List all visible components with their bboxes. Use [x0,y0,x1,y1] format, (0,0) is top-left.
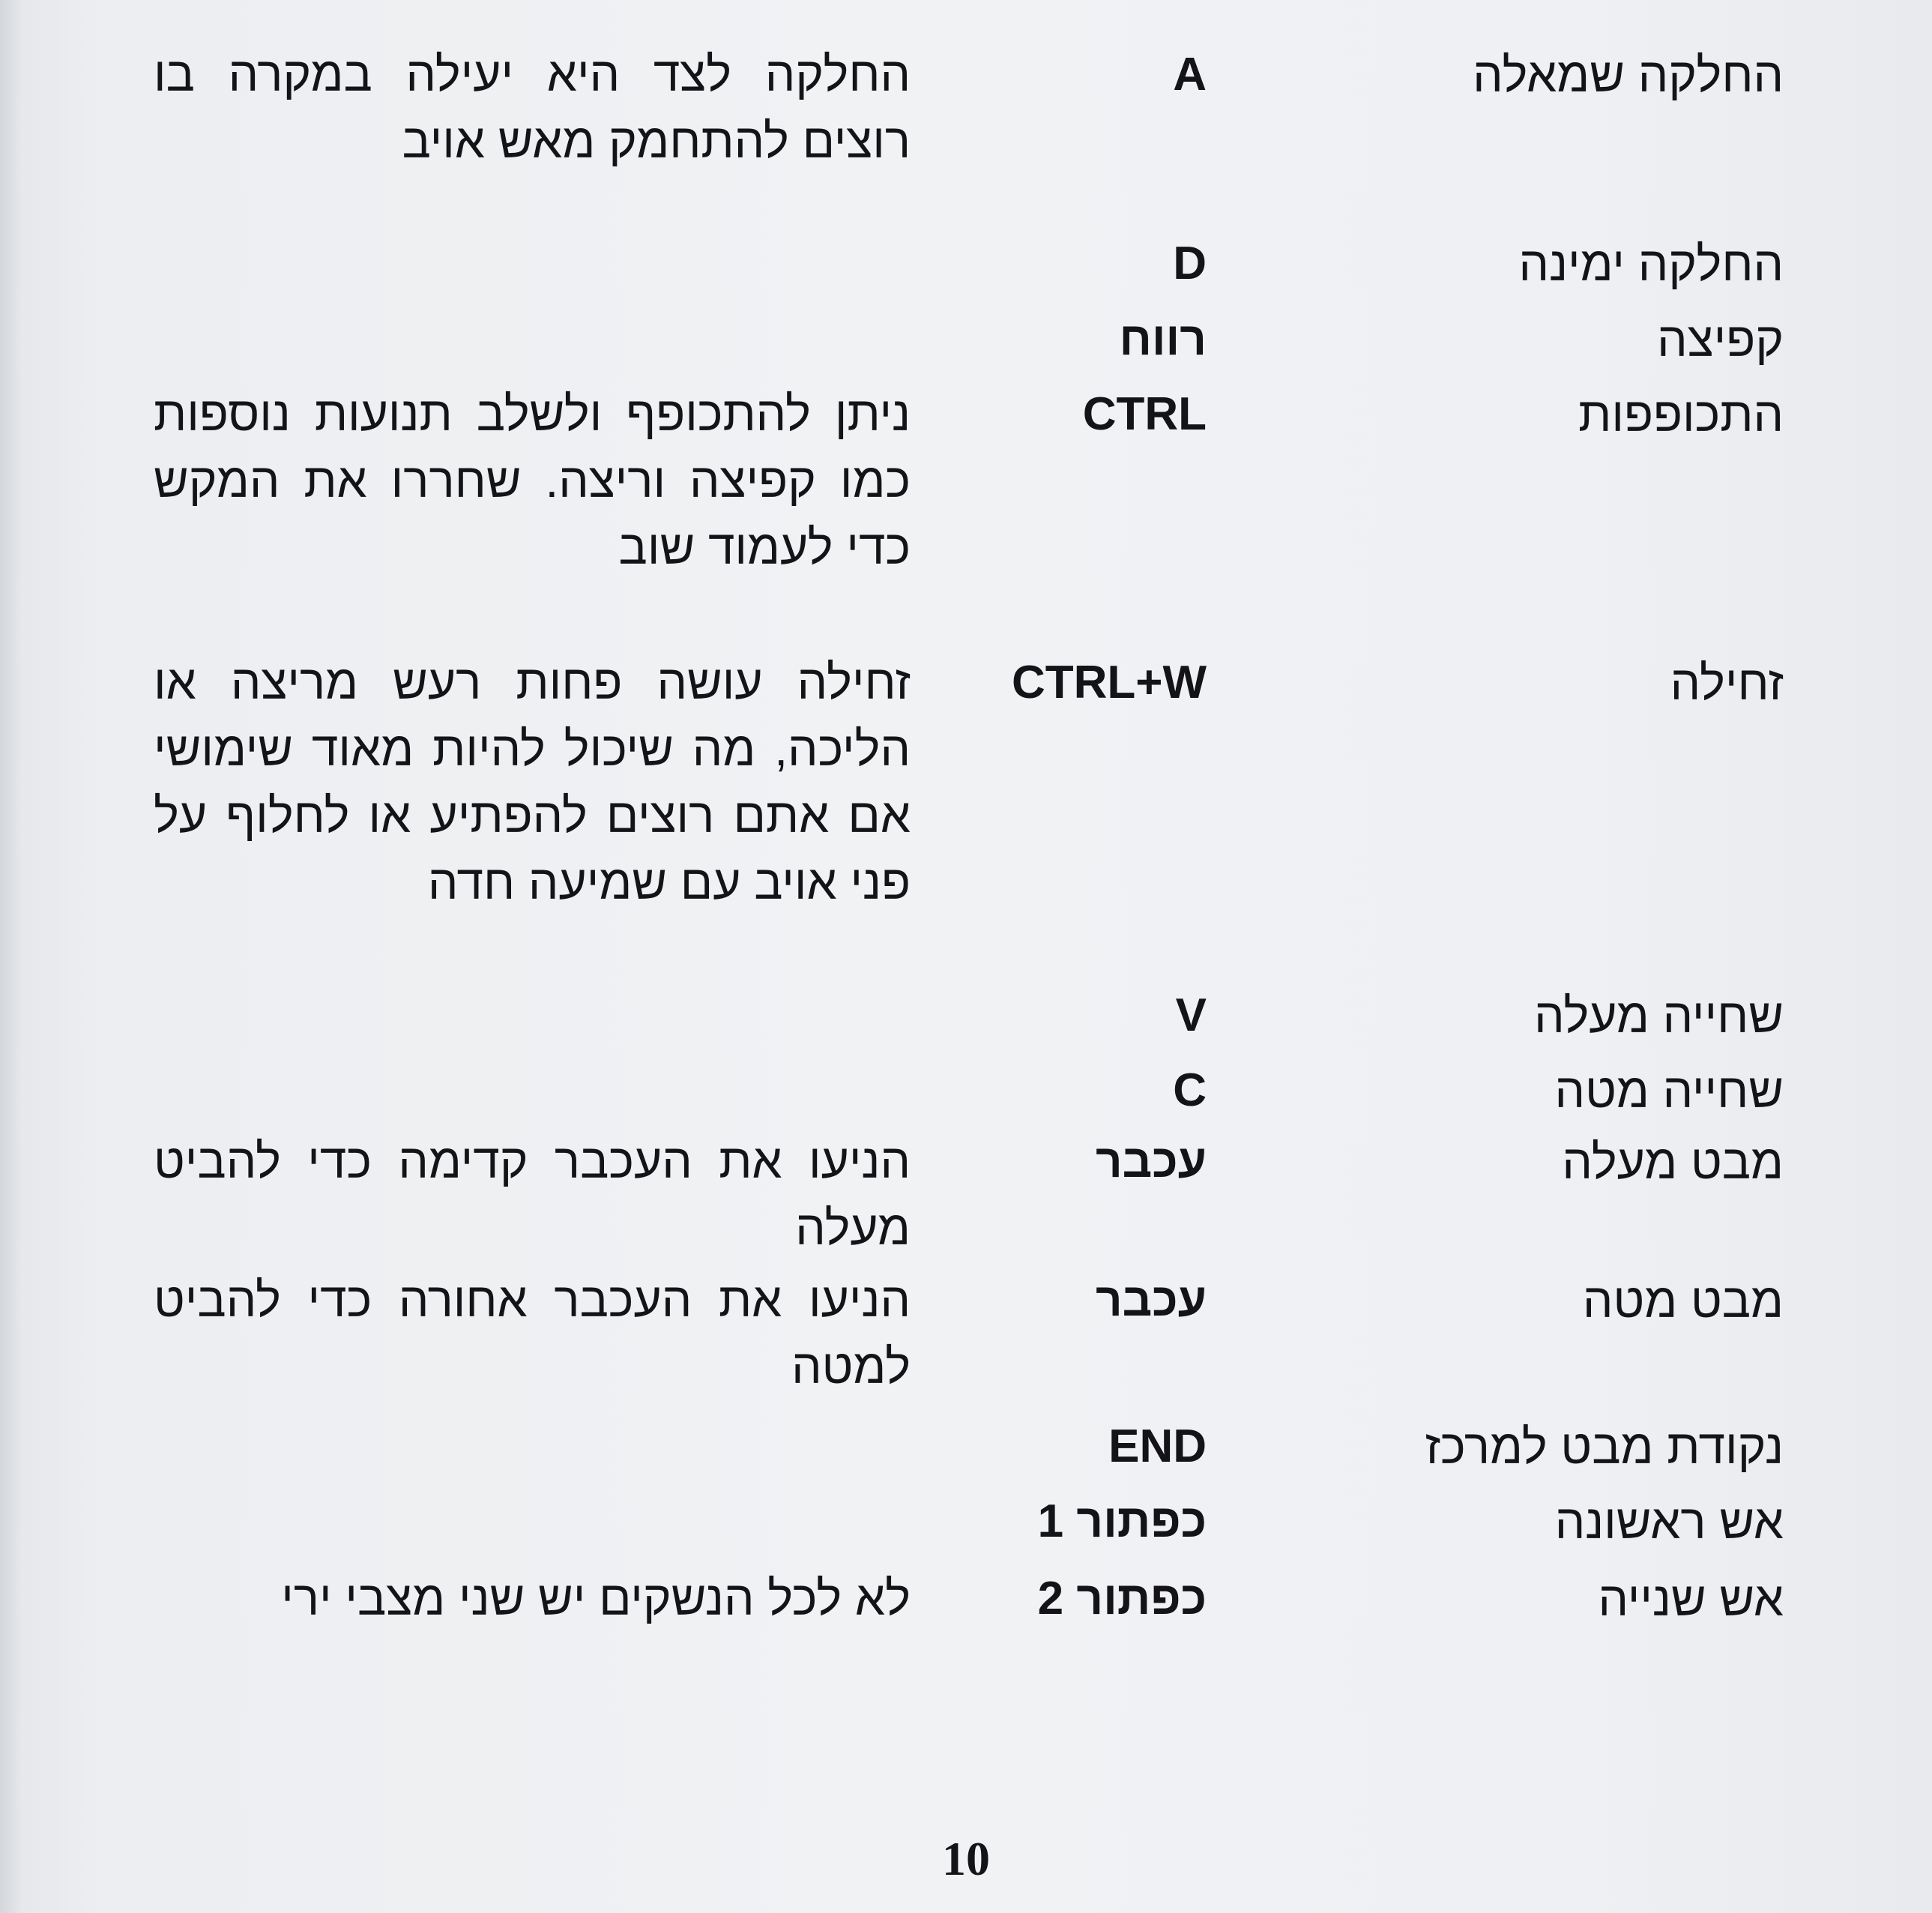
action-label: נקודת מבט למרכז [1425,1420,1784,1474]
action-description: הניעו את העכבר קדימה כדי להביט מעלה [154,1134,911,1255]
key-label: כפתור 1 [1037,1495,1207,1547]
action-description: הניעו את העכבר אחורה כדי להביט למטה [154,1273,911,1394]
page-number: 10 [942,1832,990,1885]
action-label: מבט מטה [1582,1274,1784,1328]
key-label: V [1175,989,1207,1041]
action-description: ניתן להתכופף ולשלב תנועות נוספות כמו קפיצה וריצה. שחררו את המקש כדי לעמוד שוב [154,387,911,574]
key-label: CTRL+W [1011,657,1207,708]
action-label: התכופפות [1578,388,1784,442]
key-label: D [1173,238,1207,289]
action-label: החלקה שמאלה [1473,48,1784,102]
action-description: לא לכל הנשקים יש שני מצבי ירי [281,1571,911,1625]
action-label: מבט מעלה [1562,1135,1784,1189]
key-label: CTRL [1082,388,1207,440]
action-label: זחילה [1670,656,1784,710]
action-label: קפיצה [1657,313,1784,367]
key-label: A [1173,49,1207,100]
key-label: עכבר [1095,1136,1207,1187]
key-label: C [1173,1064,1207,1116]
action-label: אש שנייה [1598,1572,1784,1626]
action-label: שחייה מעלה [1534,989,1784,1043]
action-description: זחילה עושה פחות רעש מריצה או הליכה, מה שיכול להיות מאוד שימושי אם אתם רוצים להפתיע או לחלוף על פני אויב עם שמיעה חדה [154,655,911,909]
key-label: כפתור 2 [1037,1573,1207,1624]
action-label: אש ראשונה [1554,1495,1784,1549]
key-label: רווח [1119,313,1207,365]
action-label: החלקה ימינה [1518,237,1784,291]
action-description: החלקה לצד היא יעילה במקרה בו רוצים להתחמק מאש אויב [154,47,911,168]
action-label: שחייה מטה [1554,1064,1784,1118]
key-label: END [1108,1421,1207,1472]
key-label: עכבר [1095,1274,1207,1326]
